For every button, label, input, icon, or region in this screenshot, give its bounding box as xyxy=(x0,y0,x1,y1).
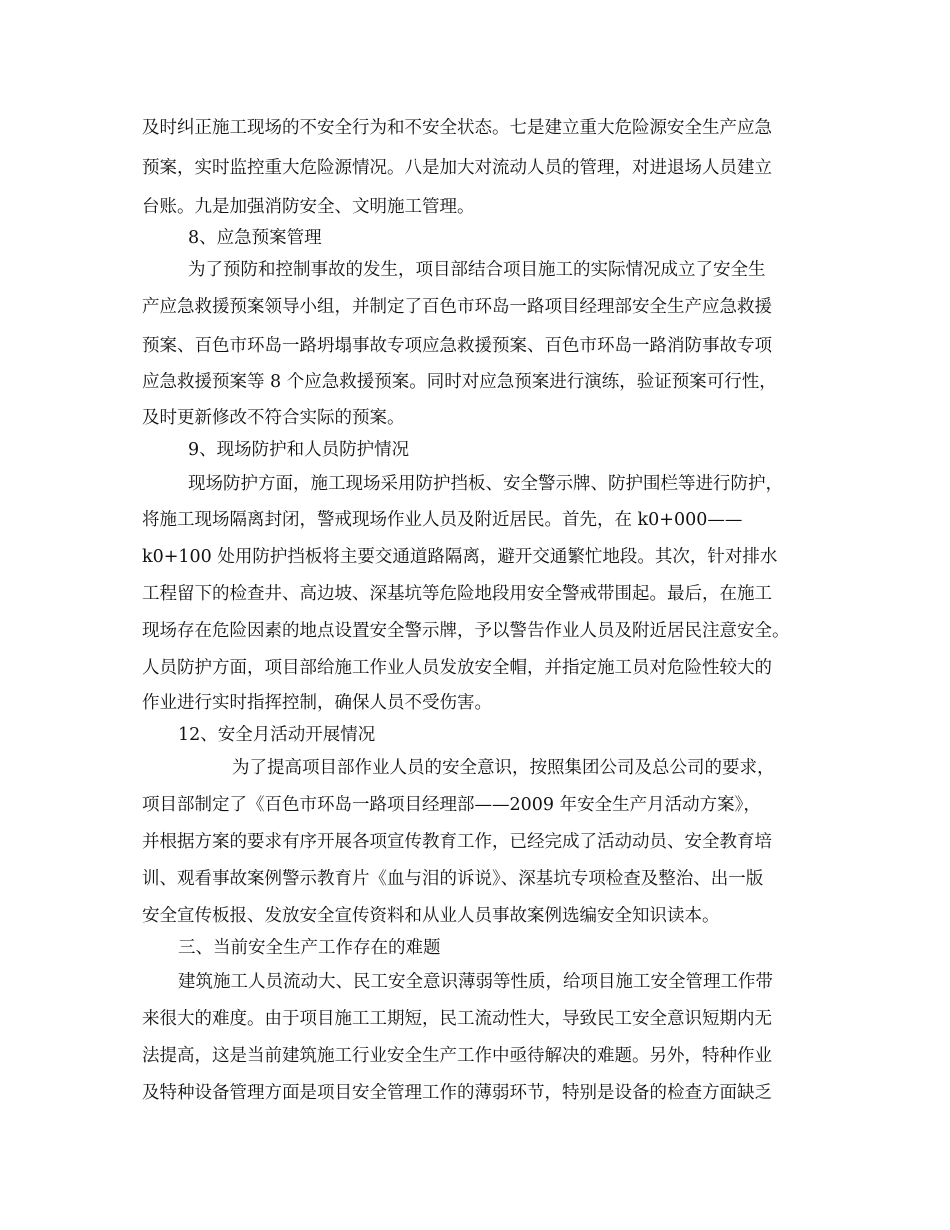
body-line: 安全宣传板报、发放安全宣传资料和从业人员事故案例选编安全知识读本。 xyxy=(142,906,720,926)
body-line: 台账。九是加强消防安全、文明施工管理。 xyxy=(142,197,475,217)
body-line: 为了预防和控制事故的发生，项目部结合项目施工的实际情况成立了安全生 xyxy=(188,260,766,280)
body-line: 人员防护方面，项目部给施工作业人员发放安全帽，并指定施工员对危险性较大的 xyxy=(142,658,772,678)
body-line: 将施工现场隔离封闭，警戒现场作业人员及附近居民。首先，在 k0+000—— xyxy=(142,510,743,530)
body-line: 及特种设备管理方面是项目安全管理工作的薄弱环节，特别是设备的检查方面缺乏 xyxy=(142,1083,772,1103)
body-line: k0+100 处用防护挡板将主要交通道路隔离，避开交通繁忙地段。其次，针对排水 xyxy=(142,547,778,567)
body-line: 项目部制定了《百色市环岛一路项目经理部——2009 年安全生产月活动方案》， xyxy=(142,795,761,815)
body-line: 预案、百色市环岛一路坍塌事故专项应急救援预案、百色市环岛一路消防事故专项 xyxy=(142,336,772,356)
body-line: 建筑施工人员流动大、民工安全意识薄弱等性质，给项目施工安全管理工作带 xyxy=(178,972,773,992)
body-line: 为了提高项目部作业人员的安全意识，按照集团公司及总公司的要求， xyxy=(232,758,775,778)
section-heading-current-difficulties: 三、当前安全生产工作存在的难题 xyxy=(178,938,441,958)
body-line: 现场防护方面，施工现场采用防护挡板、安全警示牌、防护围栏等进行防护， xyxy=(188,474,783,494)
body-line: 并根据方案的要求有序开展各项宣传教育工作，已经完成了活动动员、安全教育培 xyxy=(142,832,772,852)
body-line: 法提高，这是当前建筑施工行业安全生产工作中亟待解决的难题。另外，特种作业 xyxy=(142,1046,772,1066)
body-line: 及时纠正施工现场的不安全行为和不安全状态。七是建立重大危险源安全生产应急 xyxy=(142,118,772,138)
body-line: 预案，实时监控重大危险源情况。八是加大对流动人员的管理，对进退场人员建立 xyxy=(142,158,772,178)
body-line: 产应急救援预案领导小组，并制定了百色市环岛一路项目经理部安全生产应急救援 xyxy=(142,297,772,317)
body-line: 工程留下的检查井、高边坡、深基坑等危险地段用安全警戒带围起。最后，在施工 xyxy=(142,584,772,604)
body-line: 及时更新修改不符合实际的预案。 xyxy=(142,408,405,428)
section-heading-safety-month: 12、安全月活动开展情况 xyxy=(178,725,376,745)
body-line: 现场存在危险因素的地点设置安全警示牌，予以警告作业人员及附近居民注意安全。 xyxy=(142,621,790,641)
body-line: 训、观看事故案例警示教育片《血与泪的诉说》、深基坑专项检查及整治、出一版 xyxy=(142,869,764,889)
section-heading-site-protection: 9、现场防护和人员防护情况 xyxy=(188,440,410,460)
body-line: 作业进行实时指挥控制，确保人员不受伤害。 xyxy=(142,693,492,713)
section-heading-emergency-plan: 8、应急预案管理 xyxy=(188,228,322,248)
body-line: 应急救援预案等 8 个应急救援预案。同时对应急预案进行演练，验证预案可行性， xyxy=(142,372,777,392)
body-line: 来很大的难度。由于项目施工工期短，民工流动性大，导致民工安全意识短期内无 xyxy=(142,1009,772,1029)
